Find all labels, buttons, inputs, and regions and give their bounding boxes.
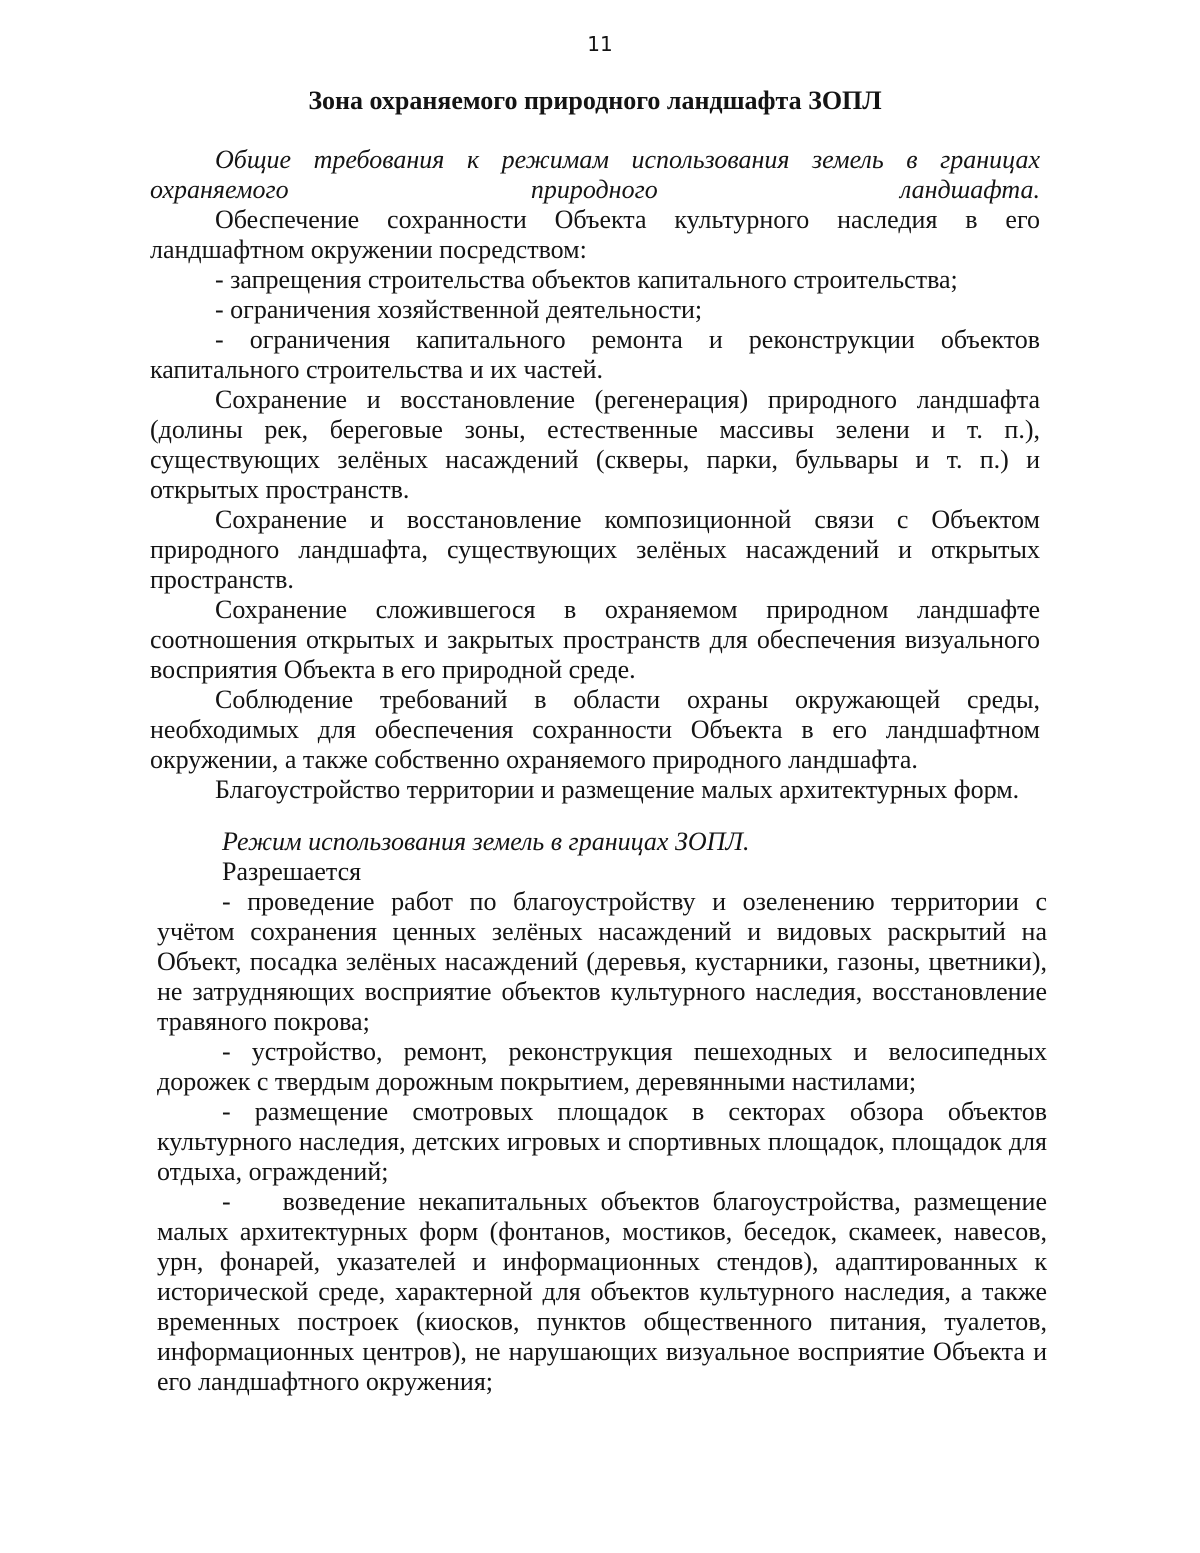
list-item-paths: - устройство, ремонт, реконструкция пешеходных и велосипедных дорожек с твердым дорожным покрытием, деревянными настилами; xyxy=(157,1037,1047,1096)
list-item-repair-limit: - ограничения капитального ремонта и реконструкции объектов капитального строительства и их частей. xyxy=(150,325,1040,384)
regime-heading: Режим использования земель в границах ЗОПЛ. xyxy=(222,827,750,856)
land-use-regime-section xyxy=(157,827,1047,1397)
general-requirements-section xyxy=(150,145,1040,805)
paragraph-improvement: Благоустройство территории и размещение малых архитектурных форм. xyxy=(215,775,1020,804)
paragraph-preservation: Обеспечение сохранности Объекта культурного наследия в его ландшафтном окружении посредством: xyxy=(150,205,1040,264)
list-item-construction-ban: - запрещения строительства объектов капитального строительства; xyxy=(215,265,958,294)
paragraph-composition-link: Сохранение и восстановление композиционной связи с Объектом природного ландшафта, существующих зелёных насаждений и открытых пространств. xyxy=(150,505,1040,594)
list-item-platforms: - размещение смотровых площадок в секторах обзора объектов культурного наследия, детских игровых и спортивных площадок, площадок для отдыха, ограждений; xyxy=(157,1097,1047,1186)
list-item-economic-limit: - ограничения хозяйственной деятельности; xyxy=(215,295,703,324)
paragraph-landscape-restoration: Сохранение и восстановление (регенерация) природного ландшафта (долины рек, береговые зоны, естественные массивы зелени и т. п.), существующих зелёных насаждений (скверы, парки, бульвары и т. п.) и открытых пространств. xyxy=(150,385,1040,504)
page-number: 11 xyxy=(587,32,613,56)
list-item-small-forms: - возведение некапитальных объектов благоустройства, размещение малых архитектурных форм (фонтанов, мостиков, беседок, скамеек, навесов, урн, фонарей, указателей и информационных стендов), адаптированных к исторической среде, характерной для объектов культурного наследия, а также временных построек (киосков, пунктов общественного питания, туалетов, информационных центров), не нарушающих визуальное восприятие Объекта и его ландшафтного окружения; xyxy=(157,1187,1047,1396)
page-title: Зона охраняемого природного ландшафта ЗОПЛ xyxy=(308,86,882,115)
paragraph-space-ratio: Сохранение сложившегося в охраняемом природном ландшафте соотношения открытых и закрытых пространств для обеспечения визуального восприятия Объекта в его природной среде. xyxy=(150,595,1040,684)
allowed-label: Разрешается xyxy=(222,857,362,886)
paragraph-environment: Соблюдение требований в области охраны окружающей среды, необходимых для обеспечения сохранности Объекта в его ландшафтном окружении, а также собственно охраняемого природного ландшафта. xyxy=(150,685,1040,774)
general-requirements-heading: Общие требования к режимам использования земель в границах охраняемого природного ландшафта. xyxy=(150,145,1040,204)
list-item-landscaping: - проведение работ по благоустройству и озеленению территории с учётом сохранения ценных зелёных насаждений и видовых раскрытий на Объект, посадка зелёных насаждений (деревья, кустарники, газоны, цветники), не затрудняющих восприятие объектов культурного наследия, восстановление травяного покрова; xyxy=(157,887,1047,1036)
